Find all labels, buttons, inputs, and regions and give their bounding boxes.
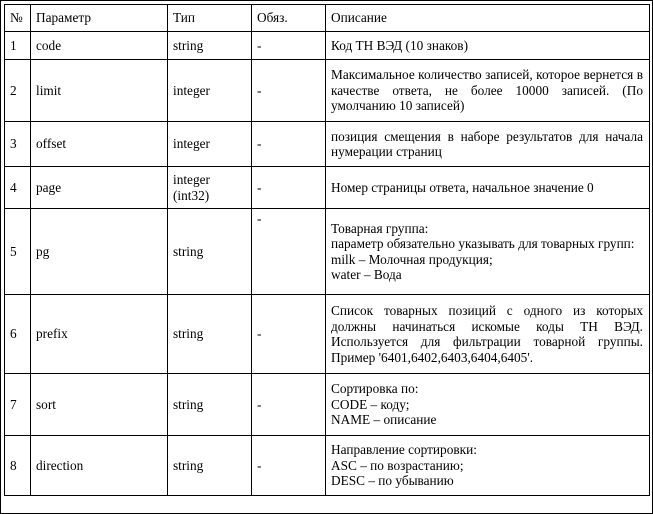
cell-param: code — [31, 32, 168, 60]
description-line: Направление сортировки: — [331, 442, 477, 458]
header-description: Описание — [326, 5, 650, 32]
description-line: Сортировка по: — [331, 381, 419, 397]
header-param: Параметр — [31, 5, 168, 32]
cell-required: - — [252, 436, 326, 496]
description-line: параметр обязательно указывать для товарных групп: — [331, 236, 635, 251]
cell-required: - — [252, 374, 326, 436]
table-row — [5, 295, 650, 374]
cell-type: string — [168, 436, 252, 496]
cell-type: string — [168, 209, 252, 295]
cell-type: integer — [168, 60, 252, 122]
cell-num: 5 — [5, 209, 31, 295]
cell-required: - — [252, 209, 326, 295]
cell-type: string — [168, 374, 252, 436]
table-row — [5, 209, 650, 295]
cell-description — [326, 436, 650, 496]
table-row — [5, 167, 650, 209]
table-row — [5, 374, 650, 436]
cell-num: 2 — [5, 60, 31, 122]
cell-description — [326, 374, 650, 436]
cell-num: 7 — [5, 374, 31, 436]
cell-description: Номер страницы ответа, начальное значение 0 — [326, 167, 650, 209]
cell-param: offset — [31, 122, 168, 167]
header-type: Тип — [168, 5, 252, 32]
cell-required: - — [252, 167, 326, 209]
cell-num: 4 — [5, 167, 31, 209]
header-required: Обяз. — [252, 5, 326, 32]
description-line: CODE – коду; — [331, 396, 410, 412]
cell-type: string — [168, 295, 252, 374]
cell-param: pg — [31, 209, 168, 295]
cell-type: integer (int32) — [168, 167, 252, 209]
table-row — [5, 60, 650, 122]
description-line: NAME – описание — [331, 412, 437, 428]
cell-num: 1 — [5, 32, 31, 60]
table-row — [5, 32, 650, 60]
cell-required: - — [252, 122, 326, 167]
table-header-row — [5, 5, 650, 32]
cell-required: - — [252, 60, 326, 122]
cell-num: 6 — [5, 295, 31, 374]
description-line: ASC – по возрастанию; — [331, 457, 464, 473]
description-line: DESC – по убыванию — [331, 473, 454, 489]
table-row — [5, 122, 650, 167]
description-line: water – Вода — [331, 267, 402, 282]
cell-type: integer — [168, 122, 252, 167]
description-line: Товарная группа: — [331, 220, 429, 236]
cell-num: 8 — [5, 436, 31, 496]
cell-required: - — [252, 32, 326, 60]
cell-description — [326, 209, 650, 295]
cell-required: - — [252, 295, 326, 374]
cell-type: string — [168, 32, 252, 60]
description-line: milk – Молочная продукция; — [331, 251, 493, 267]
cell-description: Максимальное количество записей, которое вернется в качестве ответа, не более 10000 записей. (По умолчанию 10 записей) — [326, 60, 650, 122]
cell-param: sort — [31, 374, 168, 436]
cell-description: Код ТН ВЭД (10 знаков) — [326, 32, 650, 60]
table-row — [5, 436, 650, 496]
cell-description: позиция смещения в наборе результатов для начала нумерации страниц — [326, 122, 650, 167]
cell-param: prefix — [31, 295, 168, 374]
cell-param: limit — [31, 60, 168, 122]
cell-param: direction — [31, 436, 168, 496]
cell-param: page — [31, 167, 168, 209]
cell-num: 3 — [5, 122, 31, 167]
cell-description: Список товарных позиций с одного из которых должны начинаться искомые коды ТН ВЭД. Используется для фильтрации товарной группы. Пример '6401,6402,6403,6404,6405'. — [326, 295, 650, 374]
header-num: № — [5, 5, 31, 32]
parameters-table — [4, 4, 650, 496]
